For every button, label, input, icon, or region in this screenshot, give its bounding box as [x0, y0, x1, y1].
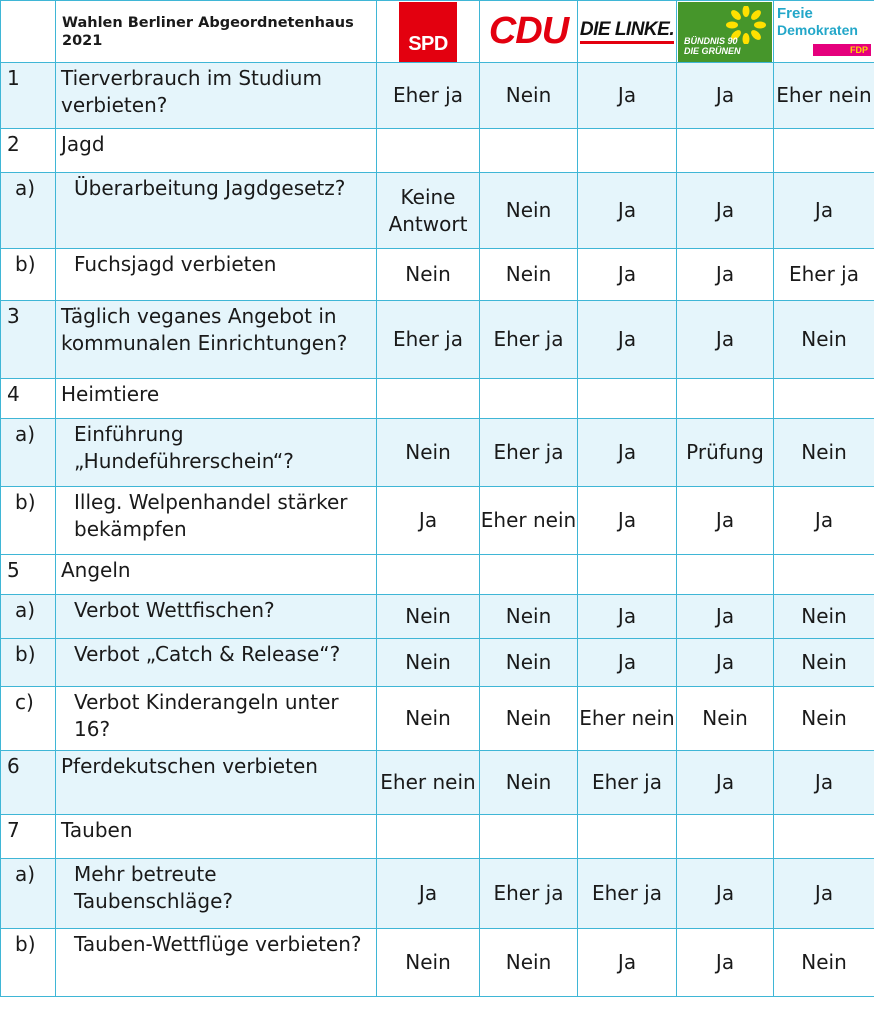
answer-cdu: Nein [480, 173, 578, 249]
answer-fdp: Eher ja [774, 249, 874, 301]
row-number: 6 [1, 751, 56, 815]
answer-spd: Eher ja [377, 301, 480, 379]
answer-linke: Eher ja [578, 859, 677, 929]
answer-linke: Ja [578, 249, 677, 301]
question-cell: Illeg. Welpenhandel stärker bekämpfen [56, 487, 377, 555]
table-row [1, 419, 874, 487]
answer-gruene [677, 555, 774, 595]
table-row [1, 859, 874, 929]
answer-spd [377, 129, 480, 173]
answer-spd [377, 555, 480, 595]
answer-spd: Nein [377, 639, 480, 687]
answer-linke [578, 555, 677, 595]
answer-gruene: Ja [677, 249, 774, 301]
question-cell: Pferdekutschen verbieten [56, 751, 377, 815]
table-row [1, 751, 874, 815]
linke-logo: DIE LINKE. [580, 20, 674, 44]
question-cell: Einführung „Hundeführerschein“? [56, 419, 377, 487]
gruene-logo-line2: DIE GRÜNEN [684, 45, 741, 56]
table-row [1, 639, 874, 687]
fdp-logo-bar: FDP [813, 44, 871, 56]
answer-fdp [774, 379, 874, 419]
row-number: b) [1, 929, 56, 997]
row-number: a) [1, 419, 56, 487]
question-cell: Täglich veganes Angebot in kommunalen Einrichtungen? [56, 301, 377, 379]
row-number: 5 [1, 555, 56, 595]
answer-linke [578, 129, 677, 173]
question-cell: Tierverbrauch im Studium verbieten? [56, 63, 377, 129]
row-number: a) [1, 173, 56, 249]
row-number: c) [1, 687, 56, 751]
answer-fdp: Nein [774, 687, 874, 751]
answer-cdu: Nein [480, 751, 578, 815]
question-cell: Verbot Kinderangeln unter 16? [56, 687, 377, 751]
row-number: b) [1, 639, 56, 687]
table-row [1, 687, 874, 751]
answer-fdp [774, 815, 874, 859]
answer-spd: Keine Antwort [377, 173, 480, 249]
answer-gruene: Ja [677, 595, 774, 639]
row-number: b) [1, 487, 56, 555]
spd-logo: SPD [399, 2, 457, 62]
row-number: 3 [1, 301, 56, 379]
answer-linke: Ja [578, 173, 677, 249]
answer-gruene: Ja [677, 751, 774, 815]
table-row [1, 555, 874, 595]
answer-gruene [677, 379, 774, 419]
answer-gruene [677, 815, 774, 859]
row-number: 4 [1, 379, 56, 419]
answer-spd [377, 815, 480, 859]
answer-cdu: Eher ja [480, 301, 578, 379]
gruene-logo [678, 2, 772, 62]
answer-linke: Eher nein [578, 687, 677, 751]
answer-gruene [677, 129, 774, 173]
header-gruene [677, 1, 774, 63]
answer-cdu: Nein [480, 595, 578, 639]
fdp-logo [777, 6, 871, 58]
answer-spd: Eher ja [377, 63, 480, 129]
answer-gruene: Ja [677, 859, 774, 929]
question-cell: Tauben [56, 815, 377, 859]
fdp-logo-line2: Demokraten [777, 21, 858, 38]
question-cell: Überarbeitung Jagdgesetz? [56, 173, 377, 249]
answer-gruene: Ja [677, 487, 774, 555]
table-row [1, 301, 874, 379]
answer-gruene: Nein [677, 687, 774, 751]
table-row [1, 63, 874, 129]
header-corner [1, 1, 56, 63]
answer-linke: Ja [578, 639, 677, 687]
header-linke [578, 1, 677, 63]
header-fdp [774, 1, 874, 63]
answer-fdp: Nein [774, 929, 874, 997]
answer-cdu: Nein [480, 63, 578, 129]
cdu-logo: CDU [488, 10, 569, 52]
question-cell: Fuchsjagd verbieten [56, 249, 377, 301]
answer-fdp: Ja [774, 487, 874, 555]
answer-spd [377, 379, 480, 419]
answer-linke: Ja [578, 63, 677, 129]
answer-cdu: Nein [480, 249, 578, 301]
row-number: 2 [1, 129, 56, 173]
header-spd [377, 1, 480, 63]
table-title: Wahlen Berliner Abgeordnetenhaus 2021 [56, 1, 377, 63]
answer-linke: Eher ja [578, 751, 677, 815]
header-cdu [480, 1, 578, 63]
answer-spd: Nein [377, 929, 480, 997]
table-row [1, 173, 874, 249]
table-row [1, 379, 874, 419]
answer-linke: Ja [578, 301, 677, 379]
question-cell: Jagd [56, 129, 377, 173]
answer-gruene: Ja [677, 173, 774, 249]
answer-spd: Eher nein [377, 751, 480, 815]
answer-cdu [480, 129, 578, 173]
answer-gruene: Ja [677, 929, 774, 997]
question-cell: Mehr betreute Taubenschläge? [56, 859, 377, 929]
row-number: 7 [1, 815, 56, 859]
row-number: 1 [1, 63, 56, 129]
answer-linke: Ja [578, 419, 677, 487]
answer-fdp: Ja [774, 859, 874, 929]
answer-fdp: Nein [774, 301, 874, 379]
answer-linke [578, 379, 677, 419]
answer-cdu [480, 379, 578, 419]
answer-linke [578, 815, 677, 859]
question-cell: Heimtiere [56, 379, 377, 419]
question-cell: Verbot „Catch & Release“? [56, 639, 377, 687]
header-row [1, 1, 874, 63]
table-row [1, 929, 874, 997]
answer-cdu: Eher ja [480, 859, 578, 929]
answer-cdu: Nein [480, 929, 578, 997]
answer-spd: Nein [377, 595, 480, 639]
answer-cdu: Nein [480, 639, 578, 687]
table-row [1, 129, 874, 173]
answer-fdp [774, 129, 874, 173]
answer-gruene: Ja [677, 301, 774, 379]
answer-spd: Ja [377, 859, 480, 929]
question-cell: Angeln [56, 555, 377, 595]
answer-fdp: Eher nein [774, 63, 874, 129]
row-number: b) [1, 249, 56, 301]
gruene-logo-line1: BÜNDNIS 90 [684, 35, 738, 46]
answer-fdp: Ja [774, 751, 874, 815]
answer-gruene: Prüfung [677, 419, 774, 487]
row-number: a) [1, 595, 56, 639]
answer-spd: Nein [377, 419, 480, 487]
answer-linke: Ja [578, 929, 677, 997]
answer-fdp: Ja [774, 173, 874, 249]
answer-linke: Ja [578, 595, 677, 639]
answer-spd: Ja [377, 487, 480, 555]
answer-gruene: Ja [677, 639, 774, 687]
table-row [1, 815, 874, 859]
answer-cdu: Eher nein [480, 487, 578, 555]
question-cell: Verbot Wettfischen? [56, 595, 377, 639]
table-row [1, 487, 874, 555]
answer-spd: Nein [377, 249, 480, 301]
answer-cdu [480, 555, 578, 595]
question-cell: Tauben-Wettflüge verbieten? [56, 929, 377, 997]
row-number: a) [1, 859, 56, 929]
answer-fdp: Nein [774, 595, 874, 639]
answer-fdp: Nein [774, 419, 874, 487]
fdp-logo-line1: Freie [777, 4, 813, 22]
answer-cdu: Eher ja [480, 419, 578, 487]
answer-spd: Nein [377, 687, 480, 751]
answer-fdp: Nein [774, 639, 874, 687]
answer-cdu: Nein [480, 687, 578, 751]
answer-gruene: Ja [677, 63, 774, 129]
table-row [1, 595, 874, 639]
answer-fdp [774, 555, 874, 595]
answer-linke: Ja [578, 487, 677, 555]
answer-cdu [480, 815, 578, 859]
table-row [1, 249, 874, 301]
